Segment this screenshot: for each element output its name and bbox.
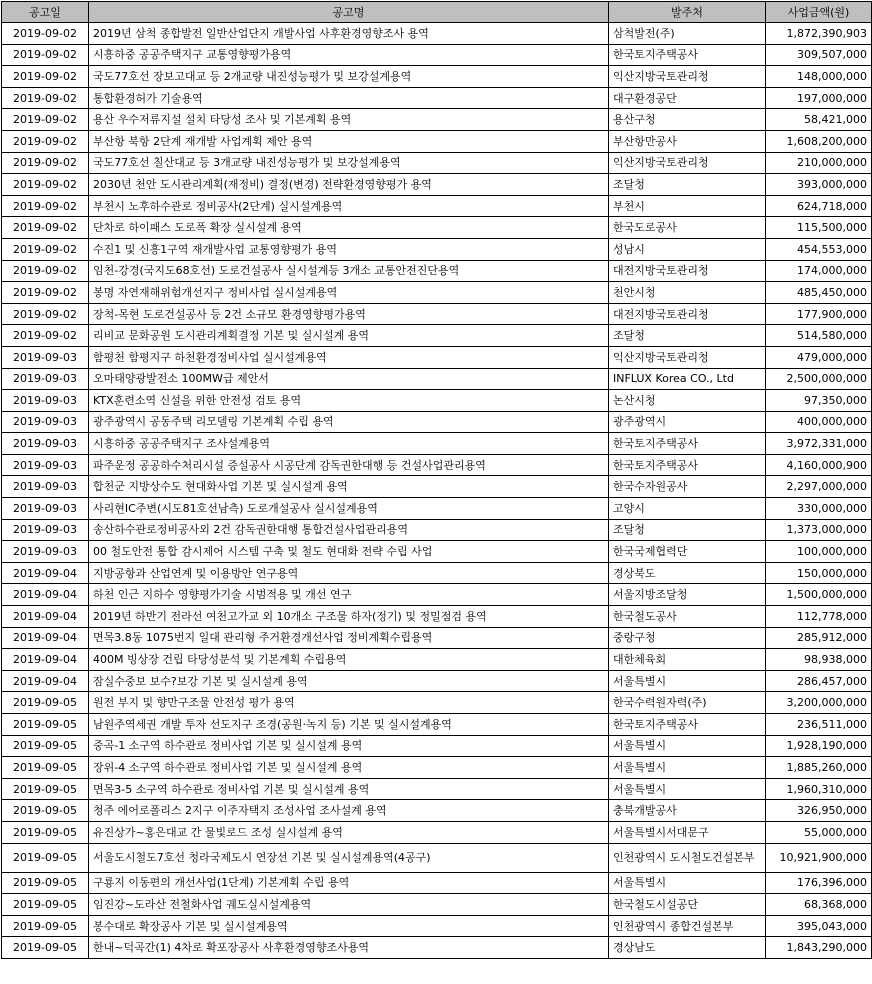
notice-name-cell: 유진상가~홍은대교 간 물빛로드 조성 실시설계 용역: [89, 821, 609, 843]
notice-name-cell: 부천시 노후하수관로 정비공사(2단계) 실시설계용역: [89, 195, 609, 217]
notice-name-cell: KTX훈련소역 신설을 위한 안전성 검토 용역: [89, 390, 609, 412]
table-row: [2, 282, 872, 304]
notice-date-cell: 2019-09-04: [2, 562, 89, 584]
notice-date-cell: 2019-09-03: [2, 498, 89, 520]
amount-cell: 326,950,000: [766, 800, 872, 822]
client-cell: 한국수력원자력(주): [609, 692, 766, 714]
table-row: [2, 346, 872, 368]
amount-cell: 10,921,900,000: [766, 843, 872, 872]
client-cell: 한국토지주택공사: [609, 714, 766, 736]
table-row: [2, 894, 872, 916]
notice-name-cell: 시흥하중 공공주택지구 조사설계용역: [89, 433, 609, 455]
client-cell: 조달청: [609, 519, 766, 541]
amount-cell: 479,000,000: [766, 346, 872, 368]
notice-date-cell: 2019-09-02: [2, 174, 89, 196]
client-cell: 한국철도시설공단: [609, 894, 766, 916]
notice-date-cell: 2019-09-03: [2, 519, 89, 541]
table-row: [2, 411, 872, 433]
client-cell: 고양시: [609, 498, 766, 520]
table-row: [2, 778, 872, 800]
table-row: [2, 800, 872, 822]
notice-name-cell: 남원주역세권 개발 투자 선도지구 조경(공원·녹지 등) 기본 및 실시설계용역: [89, 714, 609, 736]
notice-date-cell: 2019-09-05: [2, 872, 89, 894]
notice-name-cell: 한내~덕곡간(1) 4차로 확포장공사 사후환경영향조사용역: [89, 937, 609, 959]
notice-date-cell: 2019-09-05: [2, 937, 89, 959]
client-cell: 부천시: [609, 195, 766, 217]
table-row: [2, 476, 872, 498]
table-row: [2, 735, 872, 757]
client-cell: 논산시청: [609, 390, 766, 412]
notice-date-cell: 2019-09-02: [2, 195, 89, 217]
table-row: [2, 757, 872, 779]
table-row: [2, 433, 872, 455]
amount-cell: 3,972,331,000: [766, 433, 872, 455]
table-row: [2, 260, 872, 282]
client-cell: 한국철도공사: [609, 606, 766, 628]
table-row: [2, 303, 872, 325]
client-cell: 익산지방국토관리청: [609, 346, 766, 368]
notice-name-cell: 오마태양광발전소 100MW급 제안서: [89, 368, 609, 390]
client-cell: 한국토지주택공사: [609, 44, 766, 66]
client-cell: 한국토지주택공사: [609, 433, 766, 455]
notice-date-cell: 2019-09-05: [2, 714, 89, 736]
client-cell: 서울특별시: [609, 735, 766, 757]
notice-date-cell: 2019-09-02: [2, 303, 89, 325]
notice-name-cell: 청주 에어로폴리스 2지구 이주자택지 조성사업 조사설계 용역: [89, 800, 609, 822]
client-cell: 충북개발공사: [609, 800, 766, 822]
notice-date-cell: 2019-09-02: [2, 260, 89, 282]
notice-date-cell: 2019-09-05: [2, 843, 89, 872]
amount-cell: 309,507,000: [766, 44, 872, 66]
client-cell: 서울특별시서대문구: [609, 821, 766, 843]
table-row: [2, 541, 872, 563]
notice-date-cell: 2019-09-05: [2, 894, 89, 916]
notice-name-cell: 면목3-5 소구역 하수관로 정비사업 기본 및 실시설계 용역: [89, 778, 609, 800]
client-cell: 천안시청: [609, 282, 766, 304]
notice-date-cell: 2019-09-05: [2, 915, 89, 937]
table-row: [2, 238, 872, 260]
client-cell: 한국수자원공사: [609, 476, 766, 498]
amount-cell: 330,000,000: [766, 498, 872, 520]
client-cell: 부산항만공사: [609, 130, 766, 152]
notice-date-cell: 2019-09-03: [2, 368, 89, 390]
notice-name-cell: 2019년 하반기 전라선 여천고가교 외 10개소 구조물 하자(정기) 및 정밀점검 용역: [89, 606, 609, 628]
table-row: [2, 325, 872, 347]
notice-name-cell: 단차로 하이패스 도로폭 확장 실시설계 용역: [89, 217, 609, 239]
client-cell: 인천광역시 종합건설본부: [609, 915, 766, 937]
table-row: [2, 519, 872, 541]
amount-cell: 197,000,000: [766, 87, 872, 109]
notice-name-cell: 국도77호선 장보고대교 등 2개교량 내진성능평가 및 보강설계용역: [89, 66, 609, 88]
amount-cell: 68,368,000: [766, 894, 872, 916]
client-cell: 대전지방국토관리청: [609, 303, 766, 325]
amount-cell: 150,000,000: [766, 562, 872, 584]
notice-date-cell: 2019-09-04: [2, 584, 89, 606]
notice-name-cell: 원전 부지 및 향만구조물 안전성 평가 용역: [89, 692, 609, 714]
notice-name-cell: 잠실수중보 보수?보강 기본 및 실시설계 용역: [89, 670, 609, 692]
amount-cell: 98,938,000: [766, 649, 872, 671]
amount-cell: 148,000,000: [766, 66, 872, 88]
notice-date-cell: 2019-09-02: [2, 87, 89, 109]
table-row: [2, 109, 872, 131]
notice-date-cell: 2019-09-02: [2, 238, 89, 260]
notice-date-cell: 2019-09-04: [2, 606, 89, 628]
client-cell: 조달청: [609, 325, 766, 347]
amount-cell: 1,928,190,000: [766, 735, 872, 757]
client-cell: 익산지방국토관리청: [609, 66, 766, 88]
notice-name-cell: 400M 빙상장 건립 타당성분석 및 기본계획 수립용역: [89, 649, 609, 671]
notice-name-cell: 00 철도안전 통합 감시제어 시스템 구축 및 철도 현대화 전략 수립 사업: [89, 541, 609, 563]
notice-date-cell: 2019-09-05: [2, 778, 89, 800]
notice-date-cell: 2019-09-03: [2, 390, 89, 412]
amount-cell: 177,900,000: [766, 303, 872, 325]
table-row: [2, 915, 872, 937]
table-row: [2, 390, 872, 412]
notice-name-cell: 파주운정 공공하수처리시설 증설공사 시공단계 감독권한대행 등 건설사업관리용역: [89, 454, 609, 476]
table-row: [2, 174, 872, 196]
notice-name-cell: 리비교 문화공원 도시관리계획결정 기본 및 실시설계 용역: [89, 325, 609, 347]
amount-cell: 1,373,000,000: [766, 519, 872, 541]
amount-cell: 210,000,000: [766, 152, 872, 174]
notice-name-cell: 중곡-1 소구역 하수관로 정비사업 기본 및 실시설계 용역: [89, 735, 609, 757]
table-row: [2, 692, 872, 714]
amount-cell: 115,500,000: [766, 217, 872, 239]
amount-cell: 286,457,000: [766, 670, 872, 692]
notice-name-cell: 하천 인근 지하수 영향평가기술 시범적용 및 개선 연구: [89, 584, 609, 606]
amount-cell: 174,000,000: [766, 260, 872, 282]
table-row: [2, 454, 872, 476]
table-row: [2, 821, 872, 843]
notice-name-cell: 광주광역시 공동주택 리모델링 기본계획 수립 용역: [89, 411, 609, 433]
amount-cell: 2,500,000,000: [766, 368, 872, 390]
table-row: [2, 195, 872, 217]
client-cell: 서울지방조달청: [609, 584, 766, 606]
table-row: [2, 130, 872, 152]
client-cell: 익산지방국토관리청: [609, 152, 766, 174]
notice-name-cell: 면목3.8동 1075번지 일대 관리형 주거환경개선사업 정비계획수립용역: [89, 627, 609, 649]
notice-date-cell: 2019-09-02: [2, 23, 89, 45]
amount-cell: 4,160,000,900: [766, 454, 872, 476]
notice-name-cell: 봉수대로 확장공사 기본 및 실시설계용역: [89, 915, 609, 937]
client-cell: INFLUX Korea CO., Ltd: [609, 368, 766, 390]
amount-cell: 236,511,000: [766, 714, 872, 736]
table-row: [2, 152, 872, 174]
amount-cell: 400,000,000: [766, 411, 872, 433]
amount-cell: 393,000,000: [766, 174, 872, 196]
notice-name-cell: 구룡지 이동편의 개선사업(1단계) 기본계획 수립 용역: [89, 872, 609, 894]
table-row: [2, 649, 872, 671]
client-cell: 삼척발전(주): [609, 23, 766, 45]
header-notice-date: 공고일: [2, 2, 89, 23]
notice-date-cell: 2019-09-02: [2, 152, 89, 174]
client-cell: 경상남도: [609, 937, 766, 959]
notice-name-cell: 2019년 삼척 종합발전 일반산업단지 개발사업 사후환경영향조사 용역: [89, 23, 609, 45]
table-row: [2, 843, 872, 872]
notice-date-cell: 2019-09-05: [2, 821, 89, 843]
table-row: [2, 627, 872, 649]
notice-name-cell: 장척-목현 도로건설공사 등 2건 소규모 환경영향평가용역: [89, 303, 609, 325]
notice-date-cell: 2019-09-03: [2, 454, 89, 476]
client-cell: 경상북도: [609, 562, 766, 584]
client-cell: 서울특별시: [609, 872, 766, 894]
client-cell: 성남시: [609, 238, 766, 260]
notice-name-cell: 지방공항과 산업연계 및 이용방안 연구용역: [89, 562, 609, 584]
notice-date-cell: 2019-09-05: [2, 757, 89, 779]
amount-cell: 454,553,000: [766, 238, 872, 260]
header-notice-name: 공고명: [89, 2, 609, 23]
amount-cell: 100,000,000: [766, 541, 872, 563]
amount-cell: 1,500,000,000: [766, 584, 872, 606]
table-row: [2, 670, 872, 692]
client-cell: 한국토지주택공사: [609, 454, 766, 476]
client-cell: 용산구청: [609, 109, 766, 131]
table-row: [2, 498, 872, 520]
notice-date-cell: 2019-09-02: [2, 282, 89, 304]
amount-cell: 58,421,000: [766, 109, 872, 131]
table-row: [2, 44, 872, 66]
notice-date-cell: 2019-09-02: [2, 217, 89, 239]
client-cell: 대구환경공단: [609, 87, 766, 109]
notice-date-cell: 2019-09-02: [2, 325, 89, 347]
notice-name-cell: 시흥하중 공공주택지구 교통영향평가용역: [89, 44, 609, 66]
notice-date-cell: 2019-09-03: [2, 476, 89, 498]
amount-cell: 624,718,000: [766, 195, 872, 217]
amount-cell: 1,843,290,000: [766, 937, 872, 959]
amount-cell: 1,872,390,903: [766, 23, 872, 45]
notice-name-cell: 임천-강경(국지도68호선) 도로건설공사 실시설계등 3개소 교통안전진단용역: [89, 260, 609, 282]
client-cell: 인천광역시 도시철도건설본부: [609, 843, 766, 872]
client-cell: 광주광역시: [609, 411, 766, 433]
client-cell: 한국국제협력단: [609, 541, 766, 563]
client-cell: 서울특별시: [609, 670, 766, 692]
amount-cell: 395,043,000: [766, 915, 872, 937]
notice-name-cell: 임진강~도라산 전철화사업 궤도실시설계용역: [89, 894, 609, 916]
client-cell: 서울특별시: [609, 778, 766, 800]
table-row: [2, 562, 872, 584]
notice-date-cell: 2019-09-02: [2, 66, 89, 88]
header-row: [2, 2, 872, 23]
notice-date-cell: 2019-09-03: [2, 346, 89, 368]
header-amount: 사업금액(원): [766, 2, 872, 23]
table-row: [2, 872, 872, 894]
notice-date-cell: 2019-09-03: [2, 541, 89, 563]
notice-name-cell: 수진1 및 신흥1구역 재개발사업 교통영향평가 용역: [89, 238, 609, 260]
client-cell: 중랑구청: [609, 627, 766, 649]
amount-cell: 485,450,000: [766, 282, 872, 304]
notice-name-cell: 장위-4 소구역 하수관로 정비사업 기본 및 실시설계 용역: [89, 757, 609, 779]
notice-date-cell: 2019-09-02: [2, 109, 89, 131]
amount-cell: 2,297,000,000: [766, 476, 872, 498]
notice-name-cell: 함평천 함평지구 하천환경정비사업 실시설계용역: [89, 346, 609, 368]
table-row: [2, 217, 872, 239]
amount-cell: 1,885,260,000: [766, 757, 872, 779]
notice-name-cell: 2030년 천안 도시관리계획(재정비) 결정(변경) 전략환경영향평가 용역: [89, 174, 609, 196]
amount-cell: 1,608,200,000: [766, 130, 872, 152]
table-row: [2, 714, 872, 736]
notice-date-cell: 2019-09-05: [2, 800, 89, 822]
amount-cell: 55,000,000: [766, 821, 872, 843]
amount-cell: 97,350,000: [766, 390, 872, 412]
table-body: [2, 23, 872, 959]
notice-name-cell: 송산하수관로정비공사외 2건 감독권한대행 통합건설사업관리용역: [89, 519, 609, 541]
notice-name-cell: 서울도시철도7호선 청라국제도시 연장선 기본 및 실시설계용역(4공구): [89, 843, 609, 872]
table-row: [2, 606, 872, 628]
header-client: 발주처: [609, 2, 766, 23]
client-cell: 서울특별시: [609, 757, 766, 779]
notice-date-cell: 2019-09-04: [2, 649, 89, 671]
notice-date-cell: 2019-09-03: [2, 433, 89, 455]
client-cell: 조달청: [609, 174, 766, 196]
table-row: [2, 23, 872, 45]
notice-date-cell: 2019-09-02: [2, 130, 89, 152]
amount-cell: 176,396,000: [766, 872, 872, 894]
client-cell: 한국도로공사: [609, 217, 766, 239]
bid-notice-table: [1, 1, 872, 959]
notice-name-cell: 부산항 북항 2단계 재개발 사업계획 제안 용역: [89, 130, 609, 152]
notice-date-cell: 2019-09-04: [2, 627, 89, 649]
client-cell: 대한체육회: [609, 649, 766, 671]
notice-date-cell: 2019-09-02: [2, 44, 89, 66]
notice-name-cell: 합천군 지방상수도 현대화사업 기본 및 실시설계 용역: [89, 476, 609, 498]
amount-cell: 285,912,000: [766, 627, 872, 649]
table-row: [2, 584, 872, 606]
notice-date-cell: 2019-09-05: [2, 692, 89, 714]
amount-cell: 514,580,000: [766, 325, 872, 347]
amount-cell: 1,960,310,000: [766, 778, 872, 800]
notice-name-cell: 봉명 자연재해위험개선지구 정비사업 실시설계용역: [89, 282, 609, 304]
notice-date-cell: 2019-09-03: [2, 411, 89, 433]
client-cell: 대전지방국토관리청: [609, 260, 766, 282]
table-row: [2, 937, 872, 959]
notice-name-cell: 용산 우수저류지설 설치 타당성 조사 및 기본계획 용역: [89, 109, 609, 131]
amount-cell: 3,200,000,000: [766, 692, 872, 714]
notice-name-cell: 통합환경허가 기술용역: [89, 87, 609, 109]
notice-name-cell: 국도77호선 칠산대교 등 3개교량 내진성능평가 및 보강설계용역: [89, 152, 609, 174]
table-row: [2, 87, 872, 109]
notice-name-cell: 사리현IC주변(시도81호선남측) 도로개설공사 실시설계용역: [89, 498, 609, 520]
table-row: [2, 368, 872, 390]
amount-cell: 112,778,000: [766, 606, 872, 628]
table-row: [2, 66, 872, 88]
notice-date-cell: 2019-09-05: [2, 735, 89, 757]
notice-date-cell: 2019-09-04: [2, 670, 89, 692]
